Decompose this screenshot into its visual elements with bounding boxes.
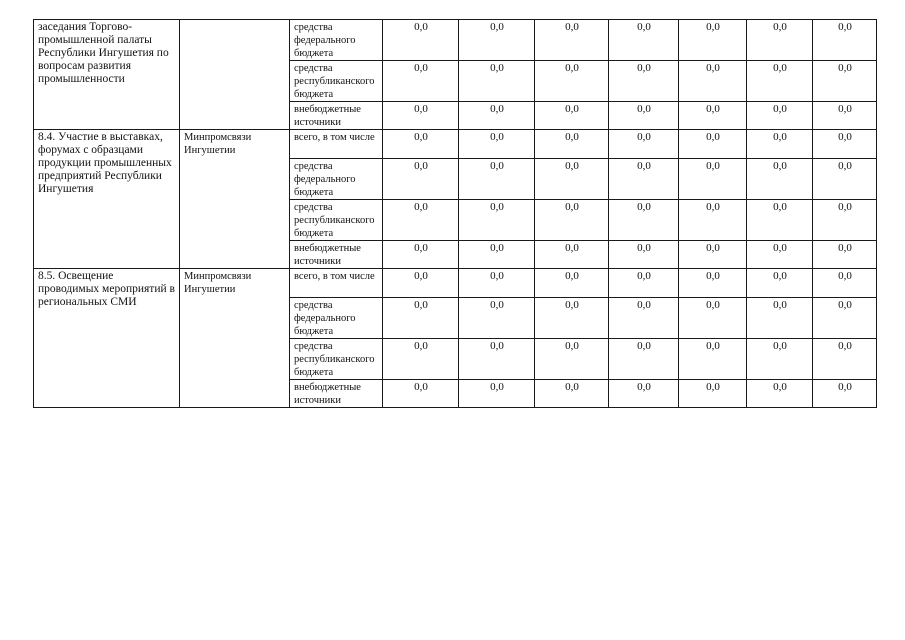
- value-cell: 0,0: [383, 159, 459, 200]
- value-cell: 0,0: [747, 339, 813, 380]
- value-cell: 0,0: [679, 102, 747, 130]
- value-cell: 0,0: [609, 298, 679, 339]
- value-cell: 0,0: [459, 130, 535, 159]
- measure-cell: 8.4. Участие в выставках, форумах с образцами продукции промышленных предприятий Республики Ингушетия: [34, 130, 180, 269]
- value-cell: 0,0: [679, 130, 747, 159]
- value-cell: 0,0: [609, 20, 679, 61]
- value-cell: 0,0: [459, 102, 535, 130]
- value-cell: 0,0: [383, 298, 459, 339]
- value-cell: 0,0: [813, 102, 877, 130]
- value-cell: 0,0: [609, 380, 679, 408]
- executor-cell: [180, 20, 290, 130]
- value-cell: 0,0: [747, 159, 813, 200]
- table-row: [34, 20, 877, 61]
- value-cell: 0,0: [535, 130, 609, 159]
- value-cell: 0,0: [679, 200, 747, 241]
- value-cell: 0,0: [747, 102, 813, 130]
- source-cell: внебюджетные источники: [290, 241, 383, 269]
- value-cell: 0,0: [747, 298, 813, 339]
- value-cell: 0,0: [679, 298, 747, 339]
- value-cell: 0,0: [609, 159, 679, 200]
- value-cell: 0,0: [747, 200, 813, 241]
- value-cell: 0,0: [747, 130, 813, 159]
- value-cell: 0,0: [813, 298, 877, 339]
- value-cell: 0,0: [535, 339, 609, 380]
- value-cell: 0,0: [459, 339, 535, 380]
- value-cell: 0,0: [813, 130, 877, 159]
- value-cell: 0,0: [609, 269, 679, 298]
- budget-table-body: [34, 20, 877, 408]
- value-cell: 0,0: [535, 61, 609, 102]
- value-cell: 0,0: [383, 200, 459, 241]
- value-cell: 0,0: [535, 269, 609, 298]
- value-cell: 0,0: [459, 200, 535, 241]
- value-cell: 0,0: [535, 200, 609, 241]
- table-row: [34, 130, 877, 159]
- value-cell: 0,0: [747, 241, 813, 269]
- value-cell: 0,0: [747, 269, 813, 298]
- value-cell: 0,0: [535, 20, 609, 61]
- value-cell: 0,0: [813, 159, 877, 200]
- value-cell: 0,0: [813, 269, 877, 298]
- source-cell: средства федерального бюджета: [290, 159, 383, 200]
- value-cell: 0,0: [535, 298, 609, 339]
- value-cell: 0,0: [383, 61, 459, 102]
- value-cell: 0,0: [383, 20, 459, 61]
- value-cell: 0,0: [459, 380, 535, 408]
- value-cell: 0,0: [535, 159, 609, 200]
- value-cell: 0,0: [813, 241, 877, 269]
- value-cell: 0,0: [383, 339, 459, 380]
- value-cell: 0,0: [609, 102, 679, 130]
- table-row: [34, 269, 877, 298]
- measure-cell: заседания Торгово-промышленной палаты Республики Ингушетия по вопросам развития промышленности: [34, 20, 180, 130]
- value-cell: 0,0: [679, 339, 747, 380]
- value-cell: 0,0: [679, 241, 747, 269]
- executor-cell: Минпромсвязи Ингушетии: [180, 269, 290, 408]
- value-cell: 0,0: [383, 130, 459, 159]
- source-cell: всего, в том числе: [290, 130, 383, 159]
- value-cell: 0,0: [459, 20, 535, 61]
- source-cell: внебюджетные источники: [290, 102, 383, 130]
- value-cell: 0,0: [609, 339, 679, 380]
- value-cell: 0,0: [747, 380, 813, 408]
- executor-cell: Минпромсвязи Ингушетии: [180, 130, 290, 269]
- source-cell: средства республиканского бюджета: [290, 61, 383, 102]
- value-cell: 0,0: [459, 269, 535, 298]
- value-cell: 0,0: [609, 200, 679, 241]
- value-cell: 0,0: [813, 20, 877, 61]
- value-cell: 0,0: [535, 102, 609, 130]
- value-cell: 0,0: [383, 241, 459, 269]
- value-cell: 0,0: [535, 241, 609, 269]
- value-cell: 0,0: [679, 380, 747, 408]
- value-cell: 0,0: [459, 61, 535, 102]
- value-cell: 0,0: [459, 159, 535, 200]
- source-cell: средства федерального бюджета: [290, 298, 383, 339]
- value-cell: 0,0: [383, 102, 459, 130]
- source-cell: средства республиканского бюджета: [290, 200, 383, 241]
- value-cell: 0,0: [813, 380, 877, 408]
- value-cell: 0,0: [747, 20, 813, 61]
- value-cell: 0,0: [383, 269, 459, 298]
- source-cell: всего, в том числе: [290, 269, 383, 298]
- value-cell: 0,0: [747, 61, 813, 102]
- value-cell: 0,0: [813, 200, 877, 241]
- source-cell: средства федерального бюджета: [290, 20, 383, 61]
- budget-table: [33, 19, 877, 408]
- value-cell: 0,0: [679, 20, 747, 61]
- value-cell: 0,0: [679, 269, 747, 298]
- value-cell: 0,0: [609, 241, 679, 269]
- value-cell: 0,0: [679, 159, 747, 200]
- value-cell: 0,0: [383, 380, 459, 408]
- source-cell: внебюджетные источники: [290, 380, 383, 408]
- value-cell: 0,0: [459, 298, 535, 339]
- value-cell: 0,0: [459, 241, 535, 269]
- value-cell: 0,0: [609, 61, 679, 102]
- value-cell: 0,0: [813, 61, 877, 102]
- value-cell: 0,0: [813, 339, 877, 380]
- value-cell: 0,0: [609, 130, 679, 159]
- value-cell: 0,0: [535, 380, 609, 408]
- measure-cell: 8.5. Освещение проводимых мероприятий в региональных СМИ: [34, 269, 180, 408]
- value-cell: 0,0: [679, 61, 747, 102]
- source-cell: средства республиканского бюджета: [290, 339, 383, 380]
